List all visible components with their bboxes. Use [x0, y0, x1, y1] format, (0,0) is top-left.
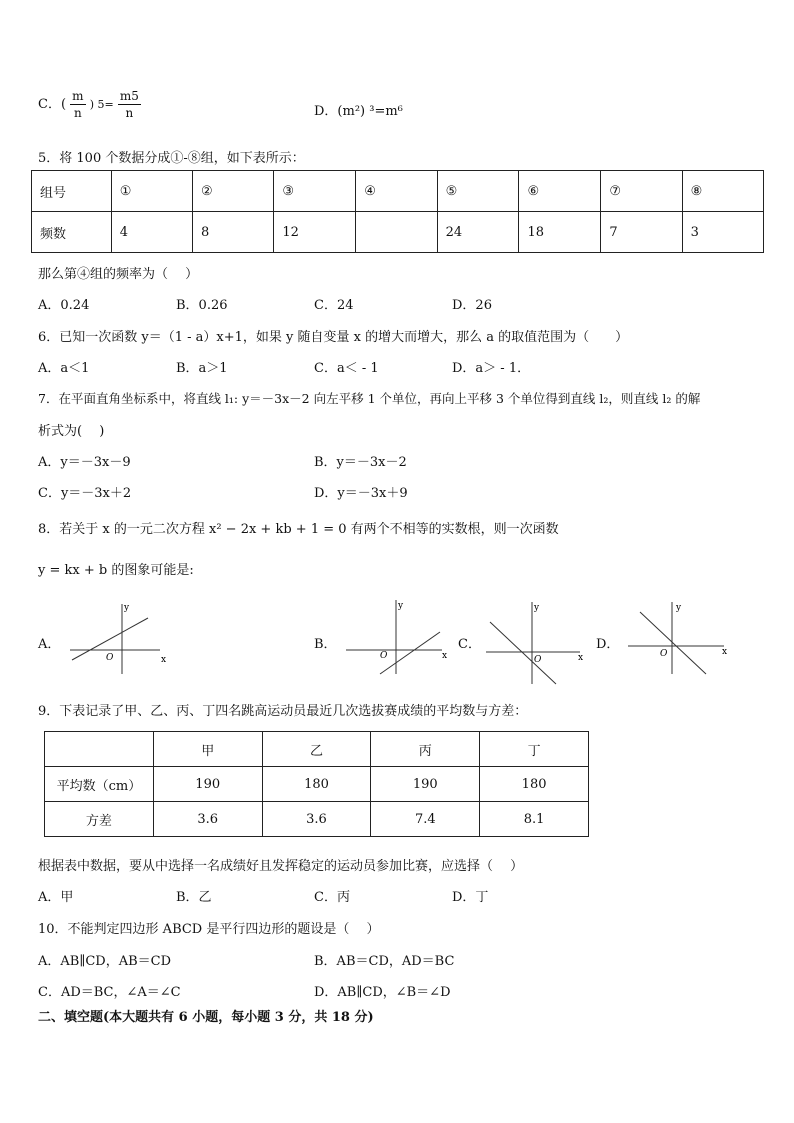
q8-label-b: B．: [314, 637, 337, 652]
y-axis-label: y: [534, 603, 540, 613]
table-cell: 组号: [32, 171, 112, 212]
table-cell: ⑥: [519, 171, 601, 212]
y-axis-label: y: [676, 603, 682, 613]
table-cell: 3: [682, 212, 763, 253]
fraction-denominator: n: [74, 106, 82, 120]
q4-option-c: [38, 88, 141, 121]
q7-stem-line1: 7．在平面直角坐标系中，将直线 l₁: y＝－3x－2 向左平移 1 个单位，再向上平移 3 个单位得到直线 l₂，则直线 l₂ 的解: [38, 391, 701, 406]
table-cell: 18: [519, 212, 601, 253]
table-cell: ④: [356, 171, 437, 212]
y-axis-label: y: [124, 603, 130, 613]
table-cell: 乙: [262, 732, 371, 767]
q8-graph-b: [342, 598, 452, 678]
q4-c-exponent: ) 5=: [89, 98, 114, 111]
table-cell: 180: [480, 767, 589, 802]
q7-option-b: B．y＝－3x－2: [314, 455, 407, 470]
x-axis-label: x: [442, 651, 448, 661]
section-2-heading: 二、填空题(本大题共有 6 小题，每小题 3 分，共 18 分): [38, 1010, 374, 1025]
x-axis-label: x: [161, 655, 167, 665]
q4-c-fraction: [70, 88, 85, 121]
table-row: [45, 767, 589, 802]
x-axis-label: x: [578, 653, 584, 663]
table-cell: 平均数（cm）: [45, 767, 154, 802]
q10-stem: 10．不能判定四边形 ABCD 是平行四边形的题设是（ ）: [38, 922, 380, 937]
table-cell: ②: [193, 171, 274, 212]
table-cell: ⑤: [437, 171, 519, 212]
q8-label-d: D．: [596, 637, 620, 652]
fraction-denominator: n: [125, 106, 134, 120]
q8-graph-a: [64, 598, 174, 678]
q7-option-c: C．y＝－3x＋2: [38, 486, 132, 501]
q4-option-d: D．(m²) ³=m⁶: [314, 104, 403, 119]
q7-stem-line2: 析式为( ): [38, 424, 105, 439]
table-cell: 180: [262, 767, 371, 802]
q5-option-c: C．24: [314, 298, 354, 313]
table-cell: ①: [111, 171, 192, 212]
q10-option-b: B．AB＝CD，AD＝BC: [314, 954, 455, 969]
table-cell: 7: [601, 212, 682, 253]
q6-option-c: C．a＜ - 1: [314, 361, 379, 376]
q9-option-c: C．丙: [314, 890, 350, 905]
q5-option-a: A．0.24: [38, 298, 90, 313]
q6-option-b: B．a＞1: [176, 361, 228, 376]
table-cell: 方差: [45, 802, 154, 837]
q5-option-b: B．0.26: [176, 298, 228, 313]
q9-option-a: A．甲: [38, 890, 74, 905]
fraction-numerator: m: [72, 89, 84, 103]
q10-option-c: C．AD＝BC，∠A＝∠C: [38, 985, 181, 1000]
table-cell: ⑦: [601, 171, 682, 212]
q5-question: 那么第④组的频率为（ ）: [38, 267, 199, 282]
q8-stem-line1: 8．若关于 x 的一元二次方程 x² − 2x + kb + 1 = 0 有两个不相等的实数根，则一次函数: [38, 522, 559, 537]
table-cell: 8.1: [480, 802, 589, 837]
q5-table: [31, 170, 764, 253]
q8-graph-c: [482, 598, 588, 688]
y-axis-label: y: [398, 601, 404, 611]
table-cell: [356, 212, 437, 253]
table-cell: 3.6: [153, 802, 262, 837]
q9-option-d: D．丁: [452, 890, 489, 905]
q8-label-a: A．: [38, 637, 61, 652]
q6-option-a: A．a＜1: [38, 361, 90, 376]
table-cell: 7.4: [371, 802, 480, 837]
q5-stem: 5．将 100 个数据分成①-⑧组，如下表所示：: [38, 151, 305, 166]
table-cell: 频数: [32, 212, 112, 253]
origin-label: O: [380, 651, 388, 661]
table-cell: 190: [153, 767, 262, 802]
q10-option-d: D．AB∥CD，∠B＝∠D: [314, 985, 451, 1000]
q4-c-rhs-fraction: [118, 88, 141, 121]
table-row: [45, 732, 589, 767]
q9-stem: 9．下表记录了甲、乙、丙、丁四名跳高运动员最近几次选拔赛成绩的平均数与方差：: [38, 704, 528, 719]
q8-stem-line2: y = kx + b 的图象可能是:: [38, 563, 194, 578]
origin-label: O: [534, 655, 542, 665]
q8-label-c: C．: [458, 637, 481, 652]
q8-graph-d: [626, 598, 736, 678]
table-cell: [45, 732, 154, 767]
q7-option-a: A．y＝－3x－9: [38, 455, 131, 470]
q9-table: [44, 731, 589, 837]
table-cell: 3.6: [262, 802, 371, 837]
table-cell: 丙: [371, 732, 480, 767]
origin-label: O: [106, 653, 114, 663]
table-cell: 24: [437, 212, 519, 253]
fraction-numerator: m5: [119, 89, 139, 103]
table-cell: 丁: [480, 732, 589, 767]
table-cell: 甲: [153, 732, 262, 767]
table-row: [45, 802, 589, 837]
q7-option-d: D．y＝－3x＋9: [314, 486, 408, 501]
q5-option-d: D．26: [452, 298, 492, 313]
table-cell: 4: [111, 212, 192, 253]
q6-stem: 6．已知一次函数 y＝（1 - a）x+1，如果 y 随自变量 x 的增大而增大，那么 a 的取值范围为（ ）: [38, 330, 629, 345]
q4-c-label: C．(: [38, 97, 67, 112]
table-cell: 8: [193, 212, 274, 253]
x-axis-label: x: [722, 647, 728, 657]
q9-question: 根据表中数据，要从中选择一名成绩好且发挥稳定的运动员参加比赛，应选择（ ）: [38, 859, 524, 874]
table-row: [32, 171, 764, 212]
origin-label: O: [660, 649, 668, 659]
table-cell: ⑧: [682, 171, 763, 212]
q9-option-b: B．乙: [176, 890, 212, 905]
table-row: [32, 212, 764, 253]
table-cell: 190: [371, 767, 480, 802]
q10-option-a: A．AB∥CD，AB＝CD: [38, 954, 172, 969]
table-cell: ③: [274, 171, 356, 212]
table-cell: 12: [274, 212, 356, 253]
q6-option-d: D．a＞ - 1．: [452, 361, 531, 376]
